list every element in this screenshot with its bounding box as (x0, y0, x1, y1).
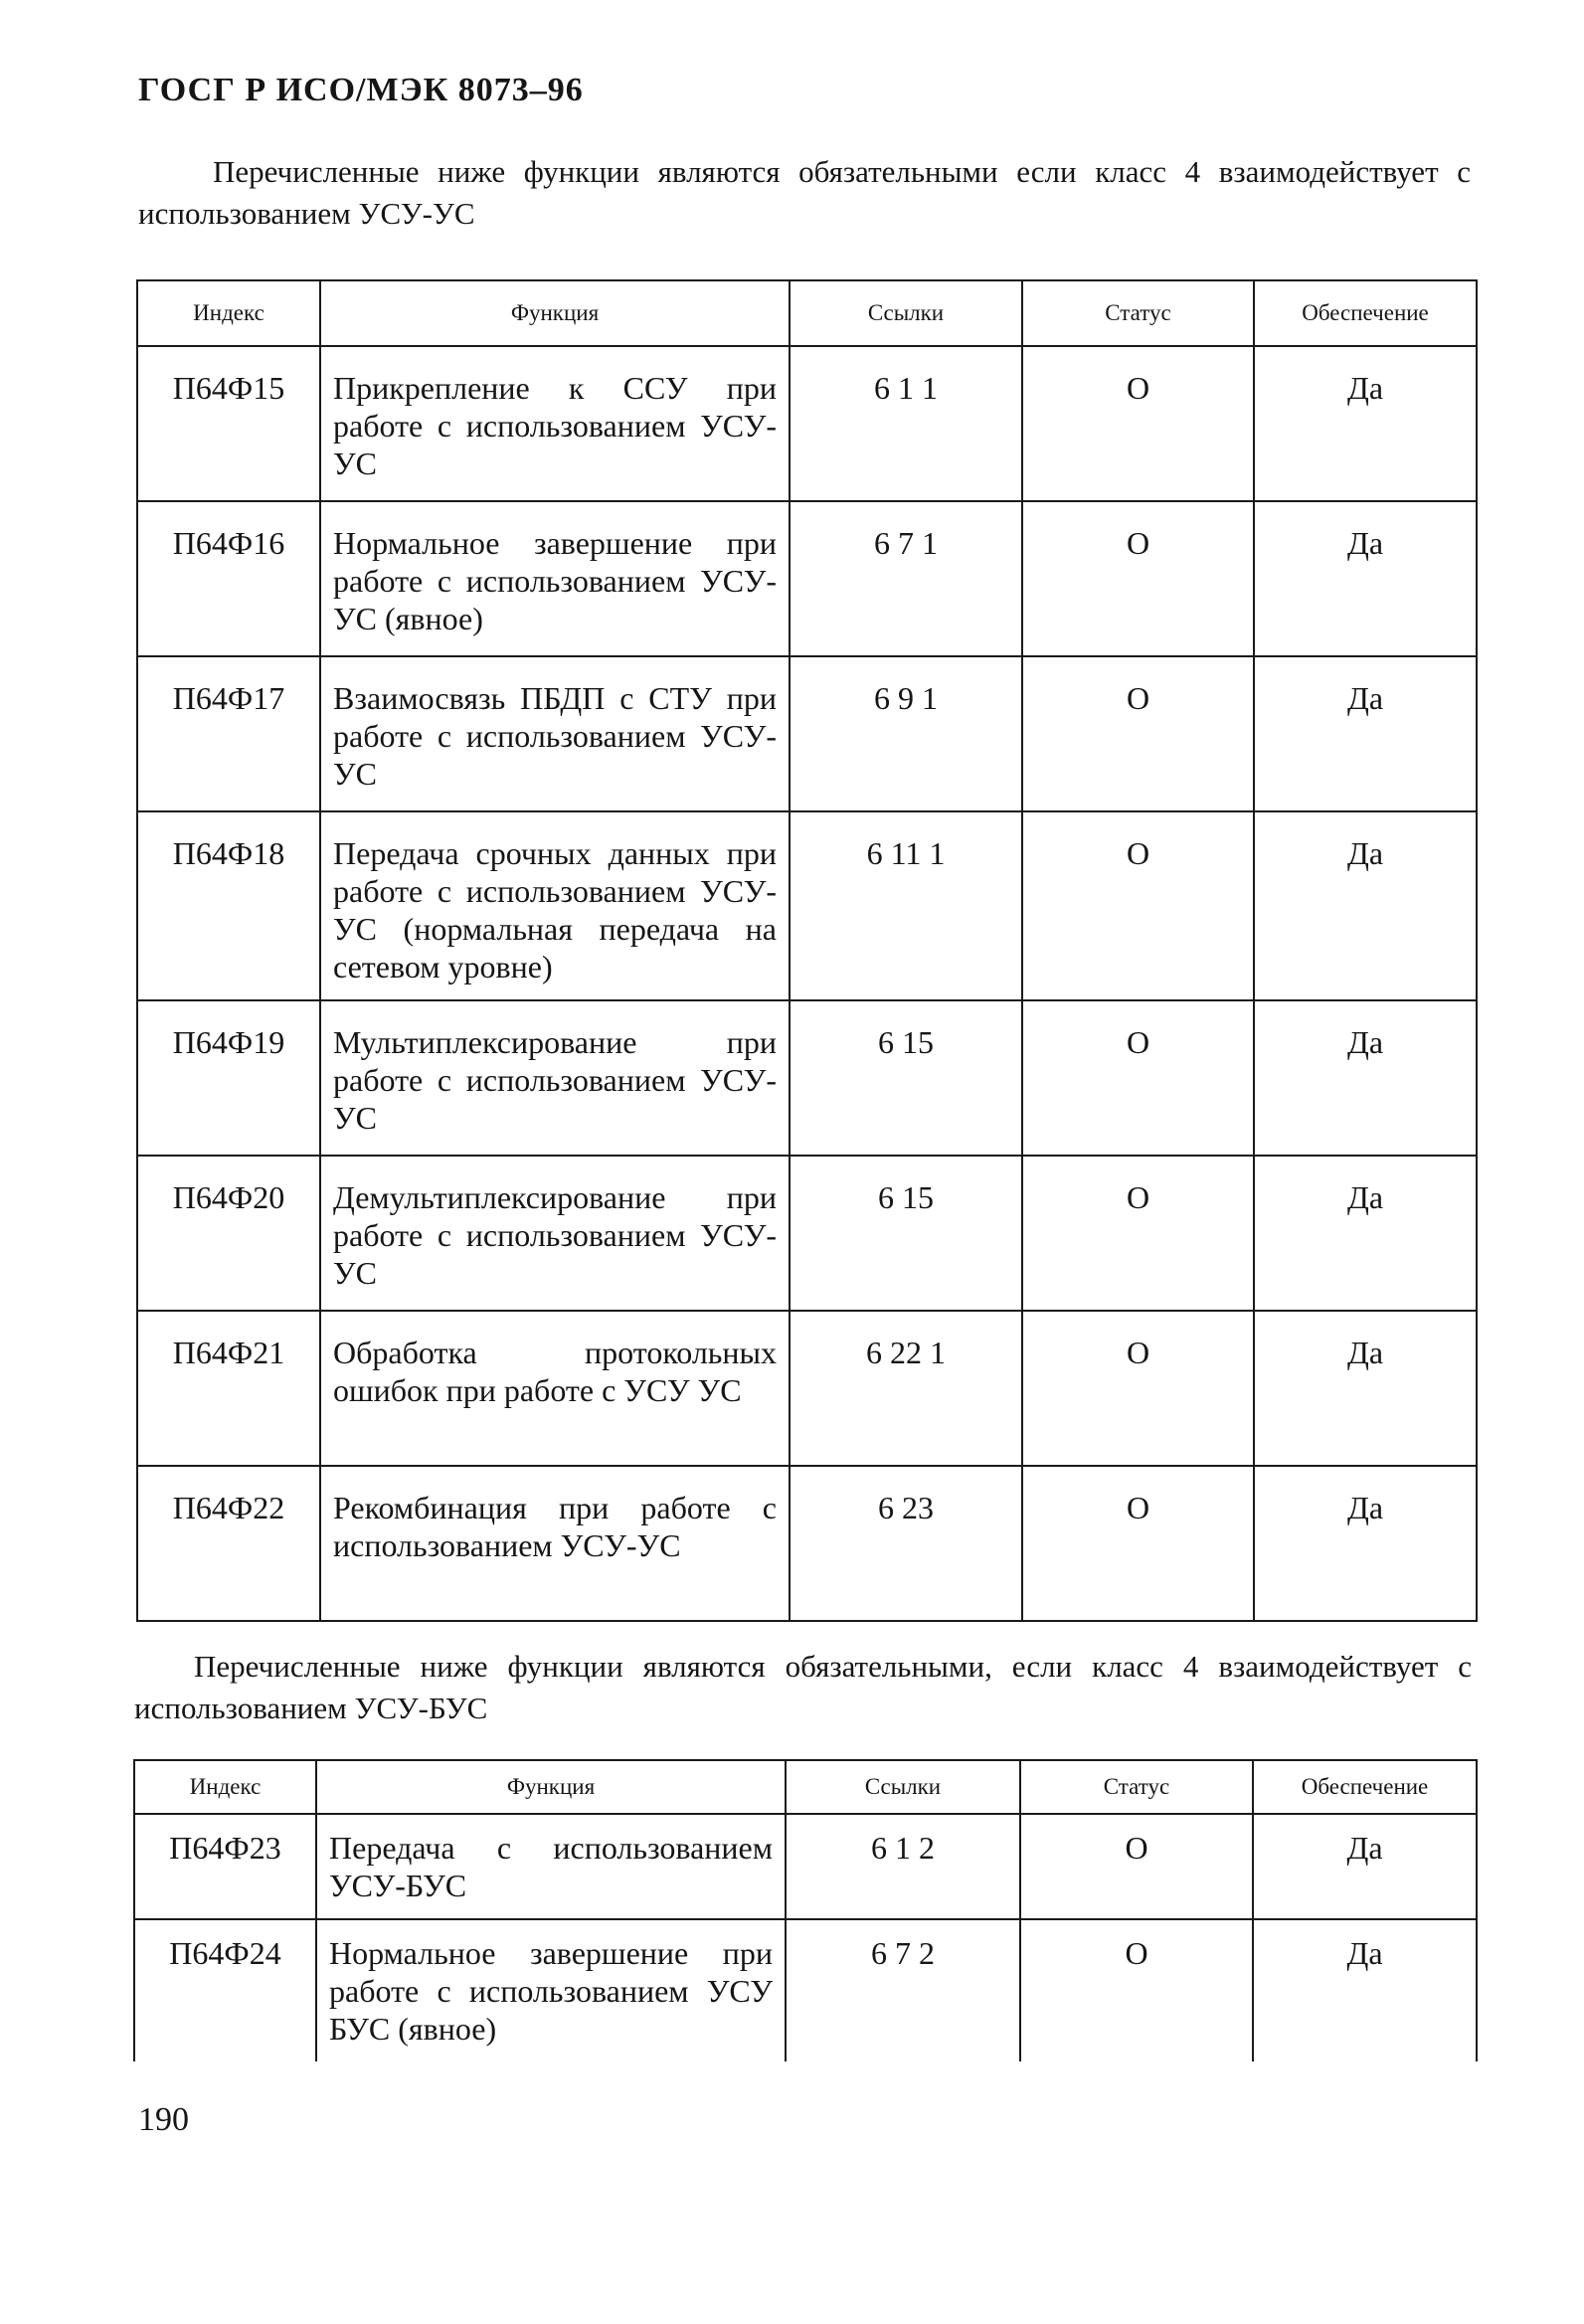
table-row (134, 1814, 1477, 1919)
functions-table-1 (136, 279, 1478, 1622)
support-cell: Да (1254, 346, 1477, 501)
reference-cell: 6 23 (790, 1466, 1022, 1621)
table-row (137, 1466, 1477, 1621)
table-row (137, 346, 1477, 501)
support-cell: Да (1254, 501, 1477, 656)
status-cell: О (1022, 811, 1254, 1000)
function-cell: Нормальное завершение при работе с использованием УСУ-УС (явное) (320, 501, 790, 656)
support-cell: Да (1254, 1000, 1477, 1156)
index-cell: П64Ф22 (137, 1466, 320, 1621)
index-cell: П64Ф24 (134, 1919, 316, 2061)
function-cell: Нормальное завершение при работе с использованием УСУ БУС (явное) (316, 1919, 786, 2061)
table-row (137, 1000, 1477, 1156)
index-cell: П64Ф16 (137, 501, 320, 656)
status-cell: О (1020, 1919, 1253, 2061)
index-cell: П64Ф23 (134, 1814, 316, 1919)
reference-cell: 6 11 1 (790, 811, 1022, 1000)
header-index: Индекс (137, 280, 320, 346)
table-row (137, 656, 1477, 811)
status-cell: О (1022, 1000, 1254, 1156)
status-cell: О (1020, 1814, 1253, 1919)
table-row (137, 1156, 1477, 1311)
status-cell: О (1022, 501, 1254, 656)
header-function: Функция (316, 1760, 786, 1814)
support-cell: Да (1254, 811, 1477, 1000)
table-header-row (134, 1760, 1477, 1814)
index-cell: П64Ф18 (137, 811, 320, 1000)
intro-paragraph-2: Перечисленные ниже функции являются обязательными, если класс 4 взаимодействует с использованием УСУ-БУС (134, 1649, 1472, 1725)
function-cell: Рекомбинация при работе с использованием УСУ-УС (320, 1466, 790, 1621)
reference-cell: 6 9 1 (790, 656, 1022, 811)
function-cell: Мультиплексирование при работе с использованием УСУ-УС (320, 1000, 790, 1156)
index-cell: П64Ф19 (137, 1000, 320, 1156)
support-cell: Да (1253, 1919, 1477, 2061)
function-cell: Демультиплексирование при работе с использованием УСУ-УС (320, 1156, 790, 1311)
support-cell: Да (1254, 656, 1477, 811)
status-cell: О (1022, 1156, 1254, 1311)
function-cell: Взаимосвязь ПБДП с СТУ при работе с использованием УСУ-УС (320, 656, 790, 811)
table-row (134, 1919, 1477, 2061)
support-cell: Да (1254, 1311, 1477, 1466)
header-index: Индекс (134, 1760, 316, 1814)
reference-cell: 6 15 (790, 1000, 1022, 1156)
table-row (137, 811, 1477, 1000)
page-number: 190 (138, 2101, 189, 2138)
reference-cell: 6 15 (790, 1156, 1022, 1311)
reference-cell: 6 1 2 (786, 1814, 1020, 1919)
header-references: Ссылки (786, 1760, 1020, 1814)
table-row (137, 501, 1477, 656)
function-cell: Прикрепление к ССУ при работе с использованием УСУ-УС (320, 346, 790, 501)
function-cell: Передача с использованием УСУ-БУС (316, 1814, 786, 1919)
support-cell: Да (1254, 1156, 1477, 1311)
status-cell: О (1022, 346, 1254, 501)
function-cell: Обработка протокольных ошибок при работе с УСУ УС (320, 1311, 790, 1466)
status-cell: О (1022, 656, 1254, 811)
index-cell: П64Ф15 (137, 346, 320, 501)
header-support: Обеспечение (1254, 280, 1477, 346)
reference-cell: 6 22 1 (790, 1311, 1022, 1466)
index-cell: П64Ф20 (137, 1156, 320, 1311)
table-row (137, 1311, 1477, 1466)
header-references: Ссылки (790, 280, 1022, 346)
reference-cell: 6 1 1 (790, 346, 1022, 501)
document-header: ГОСГ Р ИСО/МЭК 8073–96 (138, 72, 584, 108)
table-header-row (137, 280, 1477, 346)
reference-cell: 6 7 1 (790, 501, 1022, 656)
header-support: Обеспечение (1253, 1760, 1477, 1814)
index-cell: П64Ф17 (137, 656, 320, 811)
index-cell: П64Ф21 (137, 1311, 320, 1466)
support-cell: Да (1254, 1466, 1477, 1621)
functions-table-2 (133, 1759, 1478, 2061)
header-status: Статус (1020, 1760, 1253, 1814)
reference-cell: 6 7 2 (786, 1919, 1020, 2061)
status-cell: О (1022, 1311, 1254, 1466)
status-cell: О (1022, 1466, 1254, 1621)
function-cell: Передача срочных данных при работе с использованием УСУ-УС (нормальная передача на сетевом уровне) (320, 811, 790, 1000)
support-cell: Да (1253, 1814, 1477, 1919)
intro-paragraph-1: Перечисленные ниже функции являются обязательными если класс 4 взаимодействует с использованием УСУ-УС (138, 154, 1471, 231)
header-status: Статус (1022, 280, 1254, 346)
header-function: Функция (320, 280, 790, 346)
